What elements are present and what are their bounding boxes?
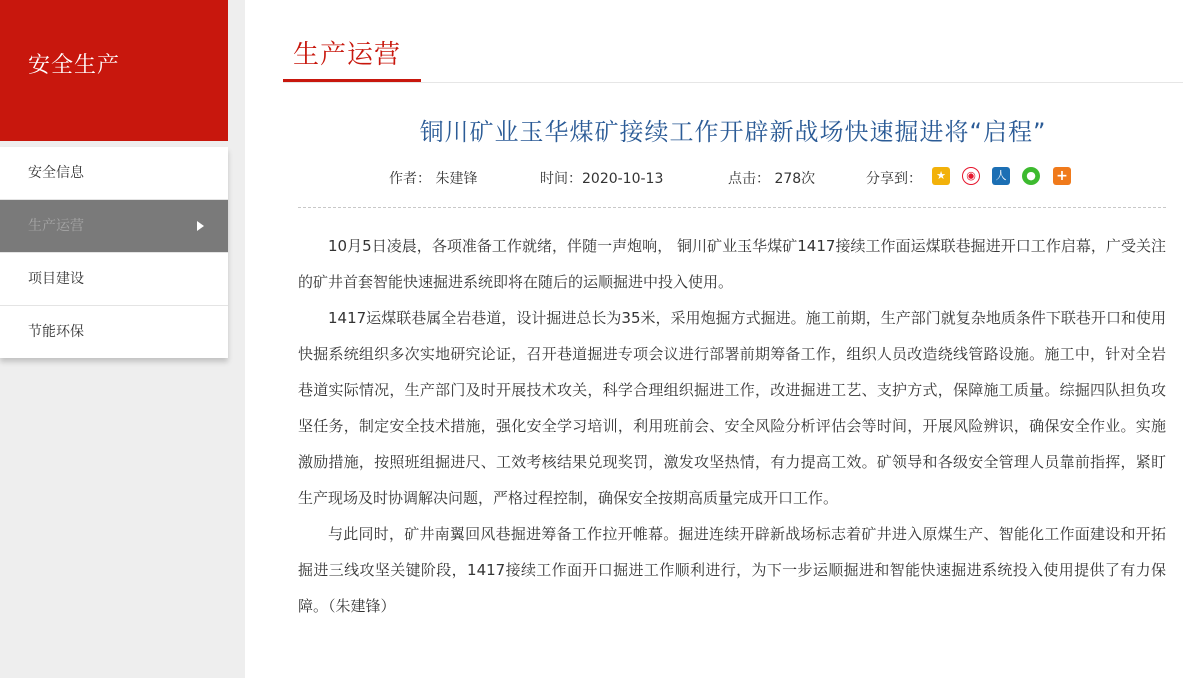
share-label: 分享到： xyxy=(866,171,922,187)
weibo-icon[interactable]: ◉ xyxy=(962,167,980,185)
sidebar-section-title: 安全生产 xyxy=(28,53,121,78)
click-count: 点击： 278次 xyxy=(728,171,816,187)
article-paragraph: 1417运煤联巷属全岩巷道，设计掘进总长为35米，采用炮掘方式掘进。施工前期，生产部门就复杂地质条件下联巷开口和使用快掘系统组织多次实地研究论证，召开巷道掘进专项会议进行部署前期筹备工作，组织人员改造绕线管路设施。施工中，针对全岩巷道实际情况，生产部门及时开展技术攻关，科学合理组织掘进工作，改进掘进工艺、支护方式，保障施工质量。综掘四队担负攻坚任务，制定安全技术措施，强化安全学习培训，利用班前会、安全风险分析评估会等时间，开展风险辨识，确保安全作业。实施激励措施，按照班组掘进尺、工效考核结果兑现奖罚，激发攻坚热情，有力提高工效。矿领导和各级安全管理人员靠前指挥，紧盯生产现场及时协调解决问题，严格过程控制，确保安全按期高质量完成开口工作。 xyxy=(298,309,1166,507)
left-column xyxy=(0,0,245,678)
article-paragraph: 与此同时，矿井南翼回风巷掘进筹备工作拉开帷幕。掘进连续开辟新战场标志着矿井进入原煤生产、智能化工作面建设和开拓掘进三线攻坚关键阶段，1417接续工作面开口掘进工作顺利进行，为下一步运顺掘进和智能快速掘进系统投入使用提供了有力保障。（朱建锋） xyxy=(298,525,1166,615)
divider xyxy=(298,207,1166,208)
publish-time: 时间：2020-10-13 xyxy=(540,171,664,187)
article-paragraph: 10月5日凌晨，各项准备工作就绪，伴随一声炮响， 铜川矿业玉华煤矿1417接续工作面运煤联巷掘进开口工作启幕，广受关注的矿井首套智能快速掘进系统即将在随后的运顺掘进中投入使用。 xyxy=(298,237,1166,291)
sidebar-item-energy-saving[interactable] xyxy=(0,306,228,358)
article-title: 铜川矿业玉华煤矿接续工作开辟新战场快速掘进将“启程” xyxy=(419,118,1047,146)
sidebar-item-label: 安全信息 xyxy=(28,165,84,181)
section-name: 生产运营 xyxy=(293,40,402,70)
author-text: 作者： 朱建锋 xyxy=(389,171,478,187)
section-header-banner xyxy=(0,0,228,141)
sidebar-item-label: 节能环保 xyxy=(28,324,84,340)
chevron-right-icon xyxy=(197,221,204,231)
section-underline xyxy=(283,79,421,82)
more-share-icon[interactable]: + xyxy=(1053,167,1071,185)
qzone-icon[interactable]: ★ xyxy=(932,167,950,185)
sidebar-item-production-operations[interactable] xyxy=(0,200,228,253)
article-meta xyxy=(389,166,1129,188)
wechat-icon[interactable]: ● xyxy=(1022,167,1040,185)
renren-icon[interactable]: 人 xyxy=(992,167,1010,185)
sidebar-item-project-construction[interactable] xyxy=(0,253,228,306)
section-header xyxy=(283,0,1183,83)
sidebar-item-label: 生产运营 xyxy=(28,218,84,234)
sidebar-item-label: 项目建设 xyxy=(28,271,84,287)
article-body xyxy=(298,228,1166,624)
sidebar-item-safety-info[interactable] xyxy=(0,147,228,200)
sidebar-menu xyxy=(0,147,228,358)
